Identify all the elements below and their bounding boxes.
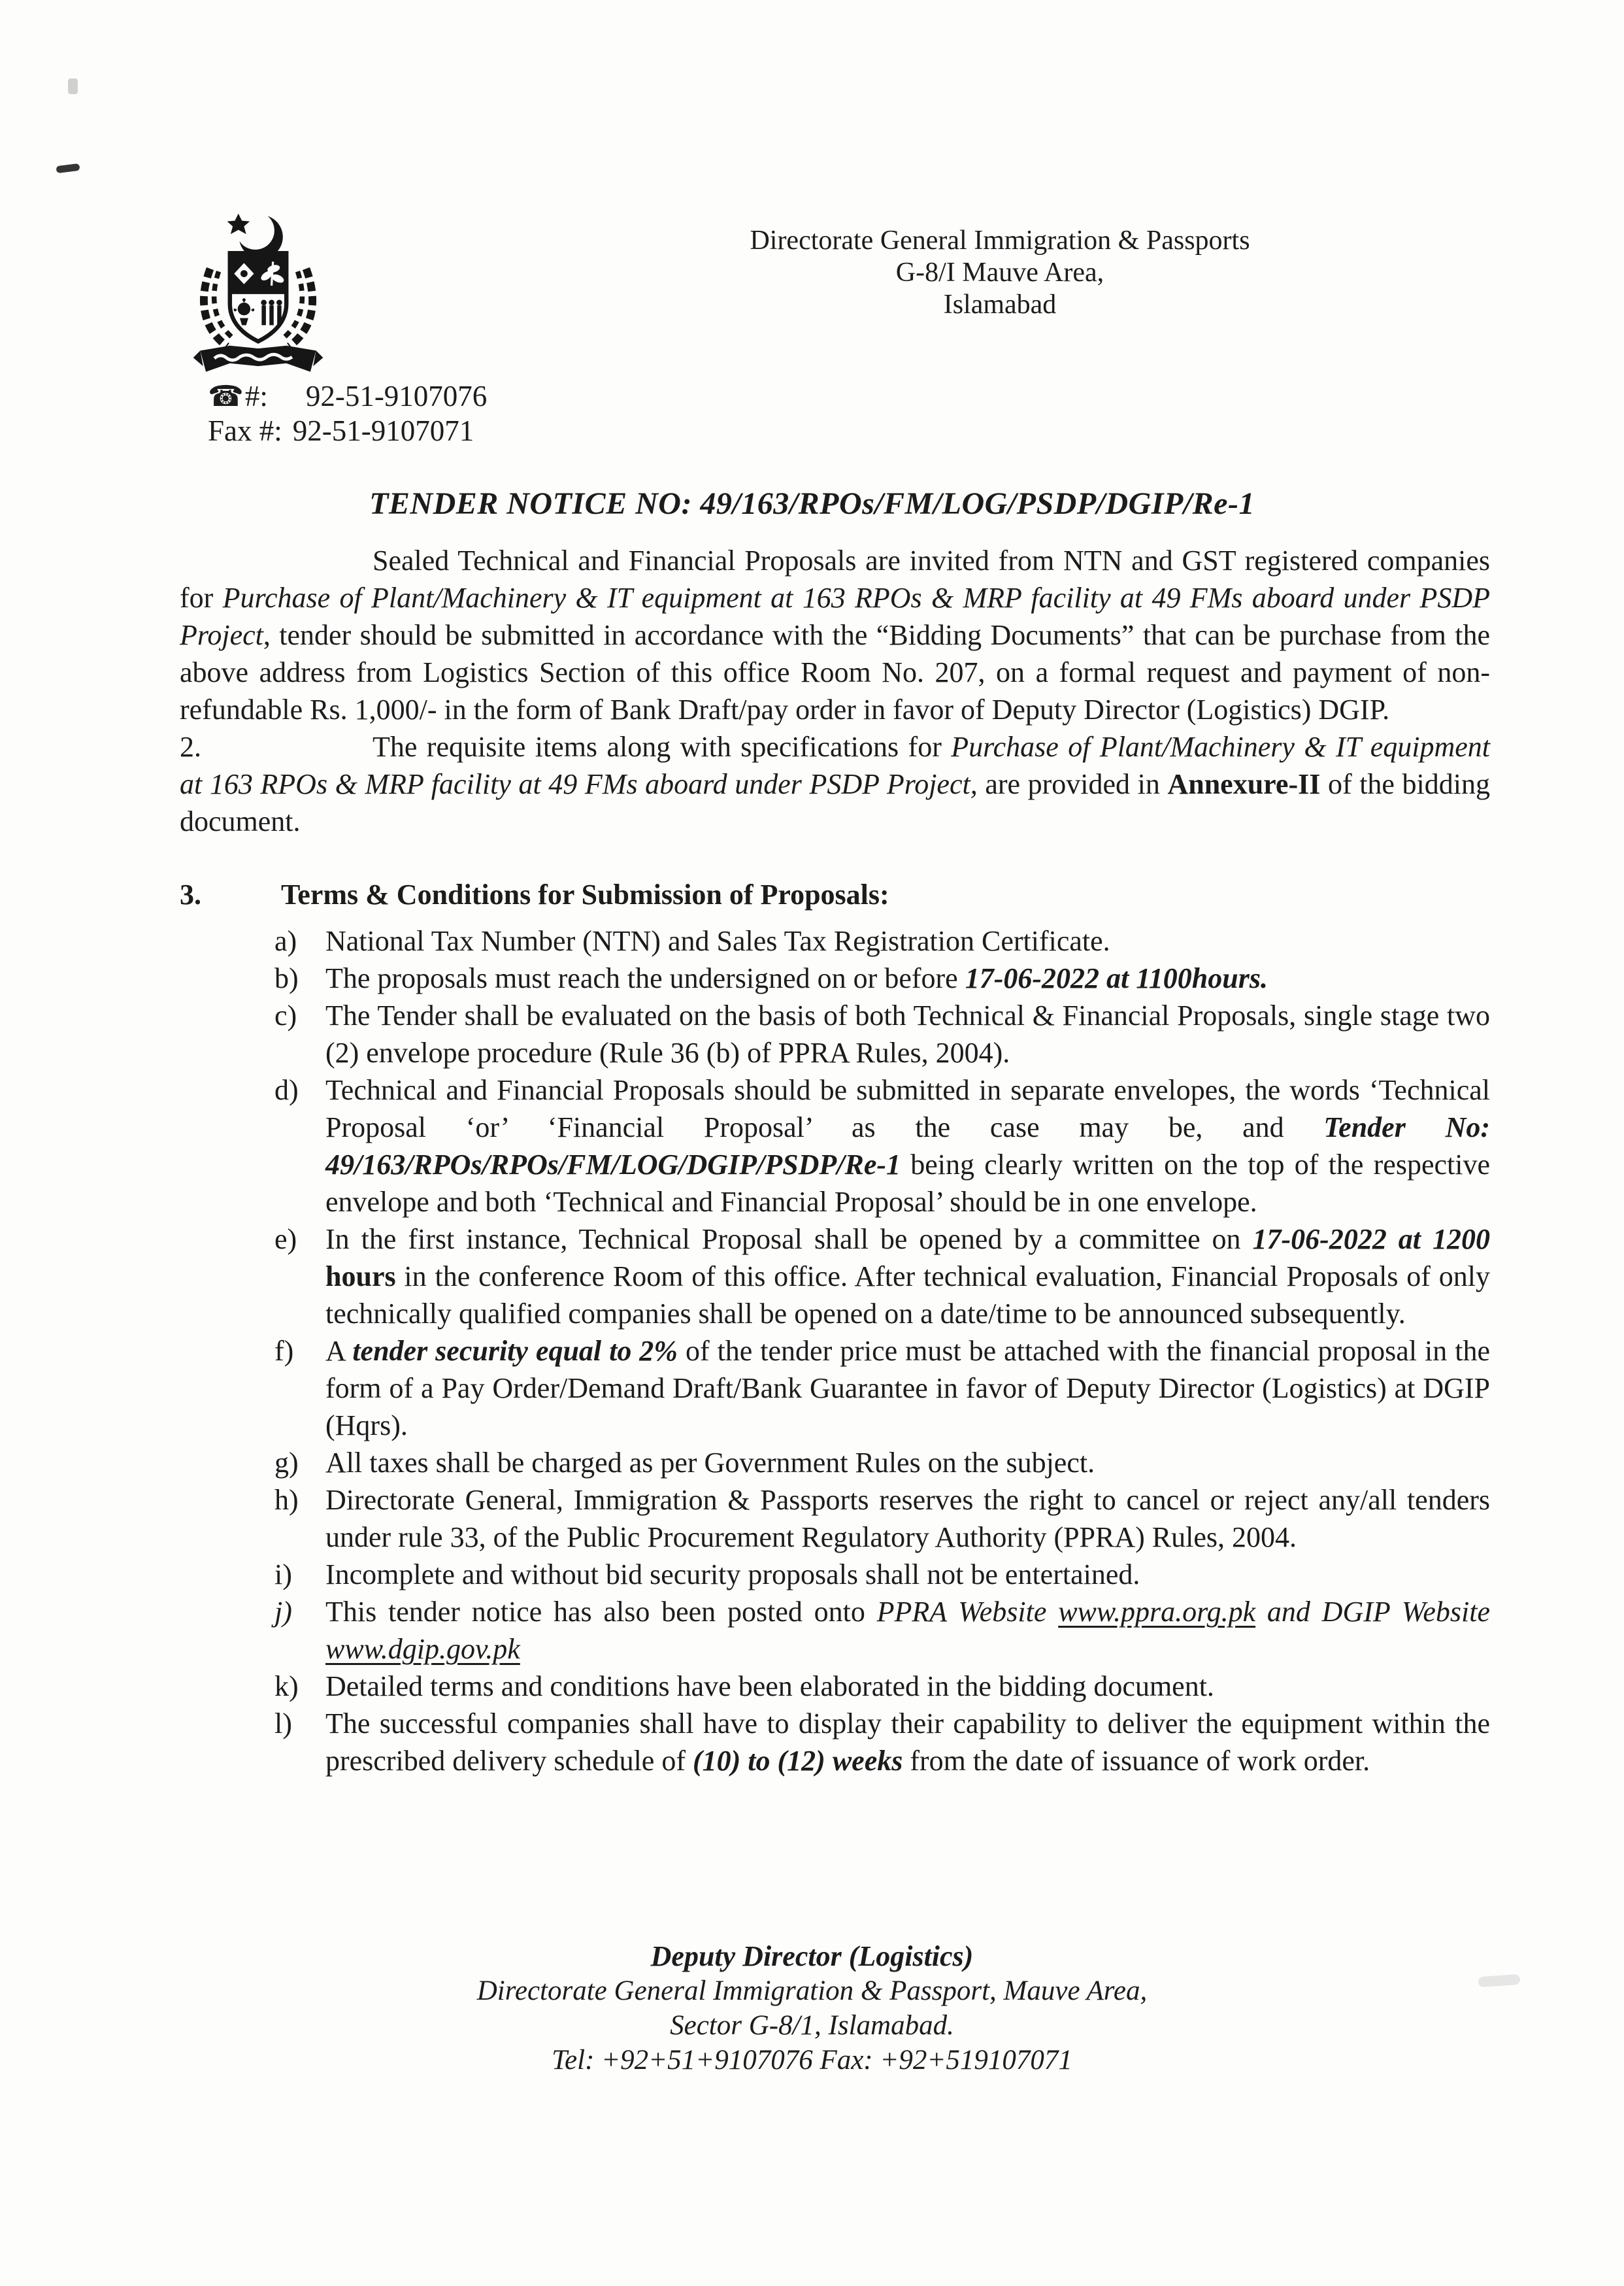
term-item-e [274, 1220, 1490, 1332]
text-segment: in the conference Room of this office. After technical evaluation, Financial Proposals of only technically qualified companies shall be opened on a date/time to be announced subsequently. [325, 1260, 1490, 1330]
text-segment: The requisite items along with specifications for [373, 731, 952, 763]
text-segment: 17-06-2022 at 1100hours. [965, 962, 1268, 994]
term-item-letter: d) [274, 1074, 299, 1106]
term-item-letter: f) [274, 1335, 294, 1367]
term-item-d [274, 1071, 1490, 1220]
pakistan-emblem-icon [188, 207, 329, 383]
term-item-letter: k) [274, 1670, 299, 1702]
text-segment: , tender should be submitted in accordance with the “Bidding Documents” that can be purchase from the above address from Logistics Section of this office Room No. 207, on a formal request and payment of non-refundable Rs. 1,000/- in the form of Bank Draft/pay order in favor of Deputy Director (Logistics) DGIP. [180, 619, 1490, 726]
text-segment: being clearly written on the top of the respective envelope and both ‘Technical and Financial Proposal’ should be in one envelope. [325, 1149, 1490, 1218]
term-item-text [325, 1071, 1490, 1220]
signature-block [0, 1939, 1624, 2077]
intro-paragraph [180, 542, 1490, 728]
text-segment: are provided in [977, 768, 1168, 800]
term-item-i [274, 1556, 1490, 1593]
paragraph-2 [180, 728, 1490, 840]
terms-list [274, 922, 1490, 1779]
org-name: Directorate General Immigration & Passports [750, 226, 1250, 256]
text-segment: hours [325, 1260, 396, 1292]
text-segment: of the tender price must be attached with the financial proposal in the form of a Pay Order/Demand Draft/Bank Guarantee in favor of Deputy Director (Logistics) at DGIP (Hqrs). [325, 1335, 1490, 1441]
text-segment: A [325, 1335, 353, 1367]
text-segment: from the date of issuance of work order. [903, 1745, 1370, 1777]
fax-label: Fax #: [208, 414, 282, 447]
dgip-website-link: www.dgip.gov.pk [325, 1633, 520, 1665]
text-segment: Directorate General, Immigration & Passports reserves the right to cancel or reject any/all tenders under rule 33, of the Public Procurement Regulatory Authority (PPRA) Rules, 2004. [325, 1484, 1490, 1553]
phone-line [208, 379, 487, 414]
ppra-website-link: www.ppra.org.pk [1058, 1596, 1256, 1628]
signatory-address: Sector G-8/1, Islamabad. [670, 2010, 954, 2041]
term-item-letter: c) [274, 1000, 297, 1032]
term-item-text [325, 1593, 1490, 1668]
text-segment: The proposals must reach the undersigned on or before [325, 962, 965, 994]
term-item-h [274, 1481, 1490, 1556]
term-item-l [274, 1705, 1490, 1779]
term-item-letter: l) [274, 1707, 292, 1740]
phone-label: #: [244, 380, 268, 412]
text-segment: This tender notice has also been posted onto [325, 1596, 877, 1628]
text-segment: The successful companies shall have to display their capability to deliver the equipment within the prescribed delivery schedule of [325, 1707, 1490, 1777]
term-item-letter: a) [274, 925, 297, 957]
text-segment: Purchase of Plant/Machinery & IT equipment at 163 RPOs & MRP facility at 49 FMs aboard under PSDP Project [180, 582, 1490, 651]
text-segment: Technical and Financial Proposals should be submitted in separate envelopes, the words ‘Technical Proposal ‘or’ ‘Financial Proposal’ as the case may be, and [325, 1074, 1490, 1143]
org-area: G-8/I Mauve Area, [895, 258, 1104, 288]
telephone-icon: ☎ [208, 380, 244, 413]
org-city: Islamabad [943, 290, 1057, 320]
term-item-g [274, 1444, 1490, 1481]
fax-line [208, 414, 487, 448]
text-segment: Annexure-II [1167, 768, 1321, 800]
term-item-text [325, 1481, 1490, 1556]
pakistan-emblem-logo [188, 207, 329, 383]
text-segment: of the bidding document. [180, 768, 1491, 837]
text-segment: In the first instance, Technical Proposal shall be opened by a committee on [325, 1223, 1253, 1255]
text-segment: National Tax Number (NTN) and Sales Tax Registration Certificate. [325, 925, 1110, 957]
term-item-text [325, 922, 1490, 960]
fax-number: 92-51-9107071 [292, 414, 474, 447]
text-segment: PPRA Website [876, 1596, 1059, 1628]
term-item-a [274, 922, 1490, 960]
paragraph-2-number: 2. [180, 731, 201, 763]
term-item-f [274, 1332, 1490, 1444]
term-item-letter: b) [274, 962, 299, 994]
terms-heading [180, 876, 1490, 913]
terms-heading-text: Terms & Conditions for Submission of Proposals: [281, 879, 889, 911]
term-item-letter: i) [274, 1558, 292, 1590]
text-segment: Sealed Technical and Financial Proposals are invited from NTN and GST registered companies for [180, 545, 1490, 614]
phone-number: 92-51-9107076 [305, 380, 488, 412]
text-segment: Incomplete and without bid security proposals shall not be entertained. [325, 1558, 1140, 1590]
term-item-letter: h) [274, 1484, 299, 1516]
term-item-text [325, 1705, 1490, 1779]
text-segment: Detailed terms and conditions have been elaborated in the bidding document. [325, 1670, 1214, 1702]
signatory-org: Directorate General Immigration & Passport, Mauve Area, [476, 1975, 1148, 2006]
term-item-text [325, 1444, 1490, 1481]
header-address [640, 225, 1359, 321]
term-item-text [325, 1556, 1490, 1593]
term-item-b [274, 960, 1490, 997]
text-segment: The Tender shall be evaluated on the basis of both Technical & Financial Proposals, single stage two (2) envelope procedure (Rule 36 (b) of PPRA Rules, 2004). [325, 1000, 1490, 1069]
signatory-telfax: Tel: +92+51+9107076 Fax: +92+519107071 [552, 2045, 1072, 2076]
term-item-text [325, 1220, 1490, 1332]
tender-notice-title: TENDER NOTICE NO: 49/163/RPOs/FM/LOG/PSDP/DGIP/Re-1 [369, 486, 1255, 521]
term-item-letter: e) [274, 1223, 297, 1255]
scan-artifact [56, 163, 80, 173]
text-segment: tender security equal to 2% [352, 1335, 678, 1367]
terms-heading-number: 3. [180, 879, 201, 911]
term-item-letter: g) [274, 1447, 299, 1479]
term-item-letter: j) [274, 1596, 292, 1628]
scan-artifact [68, 78, 78, 94]
signatory-title: Deputy Director (Logistics) [650, 1940, 974, 1972]
term-item-text [325, 960, 1490, 997]
term-item-text [325, 1332, 1490, 1444]
notice-body [180, 485, 1490, 1779]
term-item-k [274, 1668, 1490, 1705]
text-segment: Tender No: 49/163/RPOs/RPOs/FM/LOG/DGIP/PSDP/Re-1 [325, 1111, 1490, 1181]
contact-block [208, 379, 487, 448]
term-item-text [325, 997, 1490, 1071]
text-segment: 17-06-2022 at 1200 [1252, 1223, 1490, 1255]
text-segment: and DGIP Website [1255, 1596, 1490, 1628]
term-item-c [274, 997, 1490, 1071]
paragraph-2-text [180, 731, 1490, 837]
term-item-j [274, 1593, 1490, 1668]
term-item-text [325, 1668, 1490, 1705]
text-segment: Purchase of Plant/Machinery & IT equipment at 163 RPOs & MRP facility at 49 FMs aboard under PSDP Project, [180, 731, 1491, 800]
text-segment: All taxes shall be charged as per Government Rules on the subject. [325, 1447, 1095, 1479]
text-segment: (10) to (12) weeks [693, 1745, 903, 1777]
